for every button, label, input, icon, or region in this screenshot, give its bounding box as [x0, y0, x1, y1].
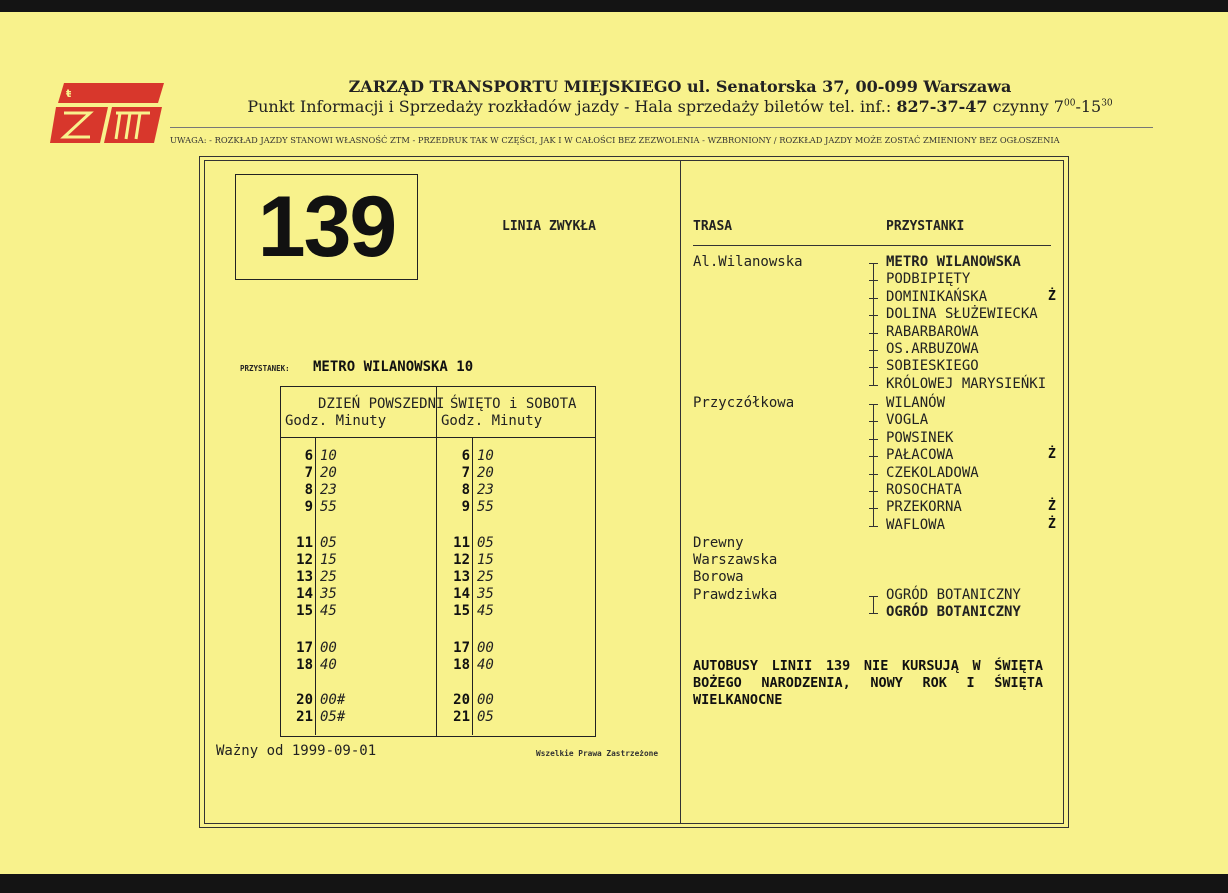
route-stop: OGRÓD BOTANICZNY — [886, 604, 1021, 620]
route-stop: RABARBAROWA — [886, 323, 979, 340]
weekday-minutes: 40 — [320, 657, 337, 673]
route-stop: SOBIESKIEGO — [886, 358, 979, 375]
holiday-hour: 17 — [453, 640, 470, 656]
route-stop: PODBIPIĘTY — [886, 271, 971, 288]
weekday-hour: 15 — [296, 603, 313, 619]
stop-tick — [869, 367, 878, 368]
weekday-minutes: 35 — [320, 586, 337, 602]
holiday-hour: 8 — [461, 482, 470, 498]
holiday-hour: 14 — [453, 586, 470, 602]
holiday-hour-divider — [472, 438, 473, 735]
weekday-hour: 12 — [296, 552, 313, 568]
stop-tick — [869, 526, 878, 527]
route-stop: DOMINIKAŃSKA — [886, 288, 988, 305]
holiday-title: ŚWIĘTO i SOBOTA — [450, 396, 577, 412]
holiday-hour: 20 — [453, 692, 470, 708]
on-request-mark: Ż — [1048, 499, 1056, 515]
holiday-minutes: 35 — [477, 586, 494, 602]
route-stop: VOGLA — [886, 412, 929, 429]
column-divider — [680, 160, 681, 823]
stop-tick — [869, 613, 878, 614]
route-stop: CZEKOLADOWA — [886, 464, 979, 481]
holiday-hour: 6 — [461, 448, 470, 464]
stop-tick — [869, 404, 878, 405]
weekday-minutes: 20 — [320, 465, 337, 481]
route-street: Prawdziwka — [693, 587, 778, 603]
weekday-hour: 8 — [304, 482, 313, 498]
weekday-hour: 11 — [296, 535, 313, 551]
route-header: TRASA — [693, 219, 733, 234]
weekday-hour: 17 — [296, 640, 313, 656]
timetable-col-divider — [436, 386, 437, 737]
weekday-hour-divider — [315, 438, 316, 735]
holiday-hour: 13 — [453, 569, 470, 585]
copyright-notice: UWAGA: - ROZKŁAD JAZDY STANOWI WŁASNOŚĆ ZTM - PRZEDRUK TAK W CZĘŚCI, JAK I W CAŁOŚCI BEZ ZEZWOLENIA - WZBRONIONY / ROZKŁAD JAZDY MOŻE ZOSTAĆ ZMIENIONY BEZ OGŁOSZENIA — [170, 135, 1060, 145]
stop-name: METRO WILANOWSKA 10 — [313, 359, 474, 375]
stop-tick — [869, 596, 878, 597]
weekday-hour: 20 — [296, 692, 313, 708]
weekday-minutes: 05# — [320, 709, 346, 725]
on-request-mark: Ż — [1048, 288, 1056, 304]
holiday-minutes: 25 — [477, 569, 494, 585]
weekday-minutes: 23 — [320, 482, 337, 498]
holiday-minutes: 15 — [477, 552, 494, 568]
holiday-note: AUTOBUSY LINII 139 NIE KURSUJĄ W ŚWIĘTA BOŻEGO NARODZENIA, NOWY ROK I ŚWIĘTA WIELKANOCNE — [693, 658, 1043, 708]
stop-tick — [869, 508, 878, 509]
stop-tick — [869, 491, 878, 492]
header-info: Punkt Informacji i Sprzedaży rozkładów jazdy - Hala sprzedaży biletów tel. inf.: 827-37-47 czynny $7^{00}-15^{30}$ — [247, 97, 1113, 116]
holiday-minutes: 10 — [477, 448, 494, 464]
holiday-hour: 15 — [453, 603, 470, 619]
holiday-subtitle: Godz. Minuty — [441, 413, 543, 429]
weekday-hour: 13 — [296, 569, 313, 585]
header-rule — [170, 127, 1153, 128]
route-stop: POWSINEK — [886, 429, 954, 446]
stop-tick — [869, 280, 878, 281]
route-stop: WAFLOWA — [886, 516, 946, 533]
stops-header: PRZYSTANKI — [886, 219, 965, 234]
weekday-minutes: 00# — [320, 692, 346, 708]
route-stop: DOLINA SŁUŻEWIECKA — [886, 306, 1038, 323]
line-type: LINIA ZWYKŁA — [502, 219, 596, 234]
route-stop: METRO WILANOWSKA — [886, 254, 1021, 270]
stop-tick — [869, 333, 878, 334]
route-street: Al.Wilanowska — [693, 254, 803, 270]
holiday-minutes: 20 — [477, 465, 494, 481]
weekday-minutes: 05 — [320, 535, 337, 551]
holiday-minutes: 55 — [477, 499, 494, 515]
holiday-hour: 7 — [461, 465, 470, 481]
weekday-minutes: 55 — [320, 499, 337, 515]
route-street: Borowa — [693, 569, 744, 585]
stop-tick — [869, 421, 878, 422]
route-stop: ROSOCHATA — [886, 482, 962, 498]
route-street: Warszawska — [693, 552, 778, 568]
weekday-minutes: 15 — [320, 552, 337, 568]
holiday-minutes: 45 — [477, 603, 494, 619]
weekday-minutes: 45 — [320, 603, 337, 619]
holiday-minutes: 05 — [477, 709, 494, 725]
weekday-minutes: 25 — [320, 569, 337, 585]
route-stop: PAŁACOWA — [886, 447, 954, 464]
stop-tick — [869, 439, 878, 440]
weekday-subtitle: Godz. Minuty — [285, 413, 387, 429]
holiday-hour: 18 — [453, 657, 470, 673]
weekday-minutes: 00 — [320, 640, 337, 656]
holiday-hour: 12 — [453, 552, 470, 568]
info-phone: 827-37-47 — [896, 97, 988, 116]
route-stop: OS.ARBUZOWA — [886, 341, 979, 357]
route-stop: KRÓLOWEJ MARYSIEŃKI — [886, 375, 1047, 392]
on-request-mark: Ż — [1048, 516, 1056, 532]
timetable-header-rule — [280, 437, 595, 438]
route-header-rule — [693, 245, 1051, 246]
svg-text:ŧ: ŧ — [66, 87, 72, 100]
stop-tick — [869, 474, 878, 475]
weekday-hour: 14 — [296, 586, 313, 602]
holiday-hour: 9 — [461, 499, 470, 515]
rights-reserved: Wszelkie Prawa Zastrzeżone — [536, 749, 659, 758]
route-stop: OGRÓD BOTANICZNY — [886, 587, 1021, 603]
stop-label: PRZYSTANEK: — [240, 364, 290, 373]
weekday-title: DZIEŃ POWSZEDNI — [318, 396, 445, 412]
ztm-logo — [50, 81, 164, 145]
weekday-minutes: 10 — [320, 448, 337, 464]
weekday-hour: 21 — [296, 709, 313, 725]
route-line — [873, 596, 874, 613]
header-title: ZARZĄD TRANSPORTU MIEJSKIEGO ul. Senatorska 37, 00-099 Warszawa — [348, 77, 1012, 96]
stop-tick — [869, 315, 878, 316]
route-stop: PRZEKORNA — [886, 499, 962, 516]
weekday-hour: 18 — [296, 657, 313, 673]
stop-tick — [869, 350, 878, 351]
holiday-minutes: 00 — [477, 640, 494, 656]
weekday-hour: 9 — [304, 499, 313, 515]
stop-tick — [869, 456, 878, 457]
holiday-minutes: 00 — [477, 692, 494, 708]
holiday-hour: 21 — [453, 709, 470, 725]
weekday-hour: 6 — [304, 448, 313, 464]
route-street: Drewny — [693, 535, 744, 551]
holiday-hour: 11 — [453, 535, 470, 551]
holiday-minutes: 05 — [477, 535, 494, 551]
valid-from: Ważny od 1999-09-01 — [216, 743, 377, 759]
holiday-minutes: 40 — [477, 657, 494, 673]
route-stop: WILANÓW — [886, 395, 946, 411]
on-request-mark: Ż — [1048, 447, 1056, 463]
line-number: 139 — [257, 178, 396, 275]
holiday-minutes: 23 — [477, 482, 494, 498]
stop-tick — [869, 263, 878, 264]
route-street: Przyczółkowa — [693, 395, 795, 411]
weekday-hour: 7 — [304, 465, 313, 481]
stop-tick — [869, 385, 878, 386]
stop-tick — [869, 298, 878, 299]
